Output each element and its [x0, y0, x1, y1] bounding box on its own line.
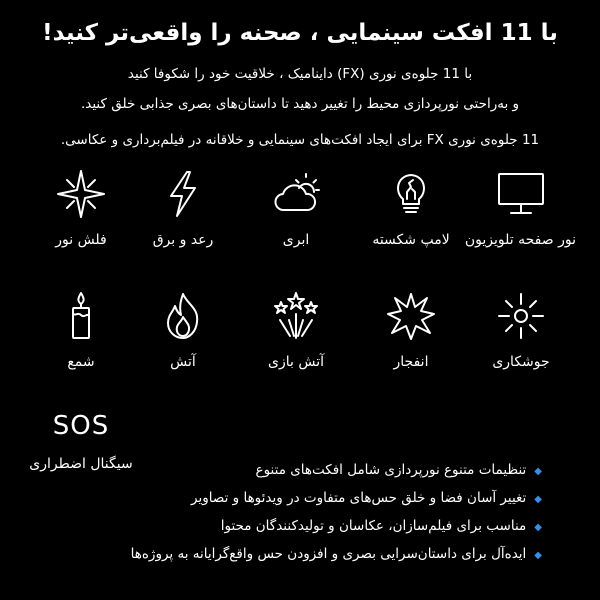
candle-icon — [55, 290, 107, 342]
sos-icon: SOS — [52, 411, 110, 441]
effect-label: آتش — [170, 354, 196, 370]
effect-label: انفجار — [393, 354, 429, 370]
diamond-bullet-icon: ◆ — [534, 494, 542, 505]
tv-icon — [495, 168, 547, 220]
effect-candle — [26, 290, 136, 370]
effect-label: جوشکاری — [492, 354, 550, 370]
intro-line-1: با 11 جلوه‌ی نوری (FX) داینامیک ، خلاقیت خود را شکوفا کنید — [127, 66, 473, 82]
effect-welding — [466, 290, 576, 370]
effect-cloudy — [241, 168, 351, 248]
effect-explosion — [356, 290, 466, 370]
flash-star-icon — [55, 168, 107, 220]
list-item: ◆تغییر آسان فضا و خلق حس‌های متفاوت در ویدئوها و تصاویر — [191, 490, 542, 506]
effect-tv-screen — [466, 168, 576, 248]
fire-icon — [157, 290, 209, 342]
effect-fire — [128, 290, 238, 370]
sparkle-icon — [495, 290, 547, 342]
effect-label: آتش بازی — [268, 354, 324, 370]
list-item: ◆ایده‌آل برای داستان‌سرایی بصری و افزودن حس واقع‌گرایانه به پروژه‌ها — [130, 546, 542, 562]
effect-label: نور صفحه تلویزیون — [464, 232, 576, 248]
broken-bulb-icon — [385, 168, 437, 220]
fireworks-icon — [270, 290, 322, 342]
effect-lightning — [128, 168, 238, 248]
effect-label: فلش نور — [55, 232, 107, 248]
effect-fireworks — [241, 290, 351, 370]
page-title: با 11 افکت سینمایی ، صحنه را واقعی‌تر کنید! — [42, 20, 558, 46]
cloud-sun-icon — [270, 168, 322, 220]
intro-line-3: 11 جلوه‌ی نوری FX برای ایجاد افکت‌های سینمایی و خلاقانه در فیلم‌برداری و عکاسی. — [60, 132, 540, 148]
diamond-bullet-icon: ◆ — [534, 550, 542, 561]
effect-label: شمع — [67, 354, 95, 370]
effect-label: ابری — [282, 232, 310, 248]
intro-line-2: و به‌راحتی نورپردازی محیط را تغییر دهید تا داستان‌های بصری جذابی خلق کنید. — [80, 96, 520, 112]
effect-label: سیگنال اضطراری — [29, 456, 133, 472]
effect-broken-bulb — [356, 168, 466, 248]
effect-label: رعد و برق — [152, 232, 214, 248]
list-item: ◆مناسب برای فیلم‌سازان، عکاسان و تولیدکنندگان محتوا — [220, 518, 542, 534]
effect-label: لامپ شکسته — [372, 232, 450, 248]
diamond-bullet-icon: ◆ — [534, 466, 542, 477]
feature-list — [62, 462, 542, 574]
explosion-icon — [385, 290, 437, 342]
effect-light-flash — [26, 168, 136, 248]
list-item: ◆تنظیمات متنوع نورپردازی شامل افکت‌های متنوع — [255, 462, 542, 478]
diamond-bullet-icon: ◆ — [534, 522, 542, 533]
lightning-icon — [157, 168, 209, 220]
